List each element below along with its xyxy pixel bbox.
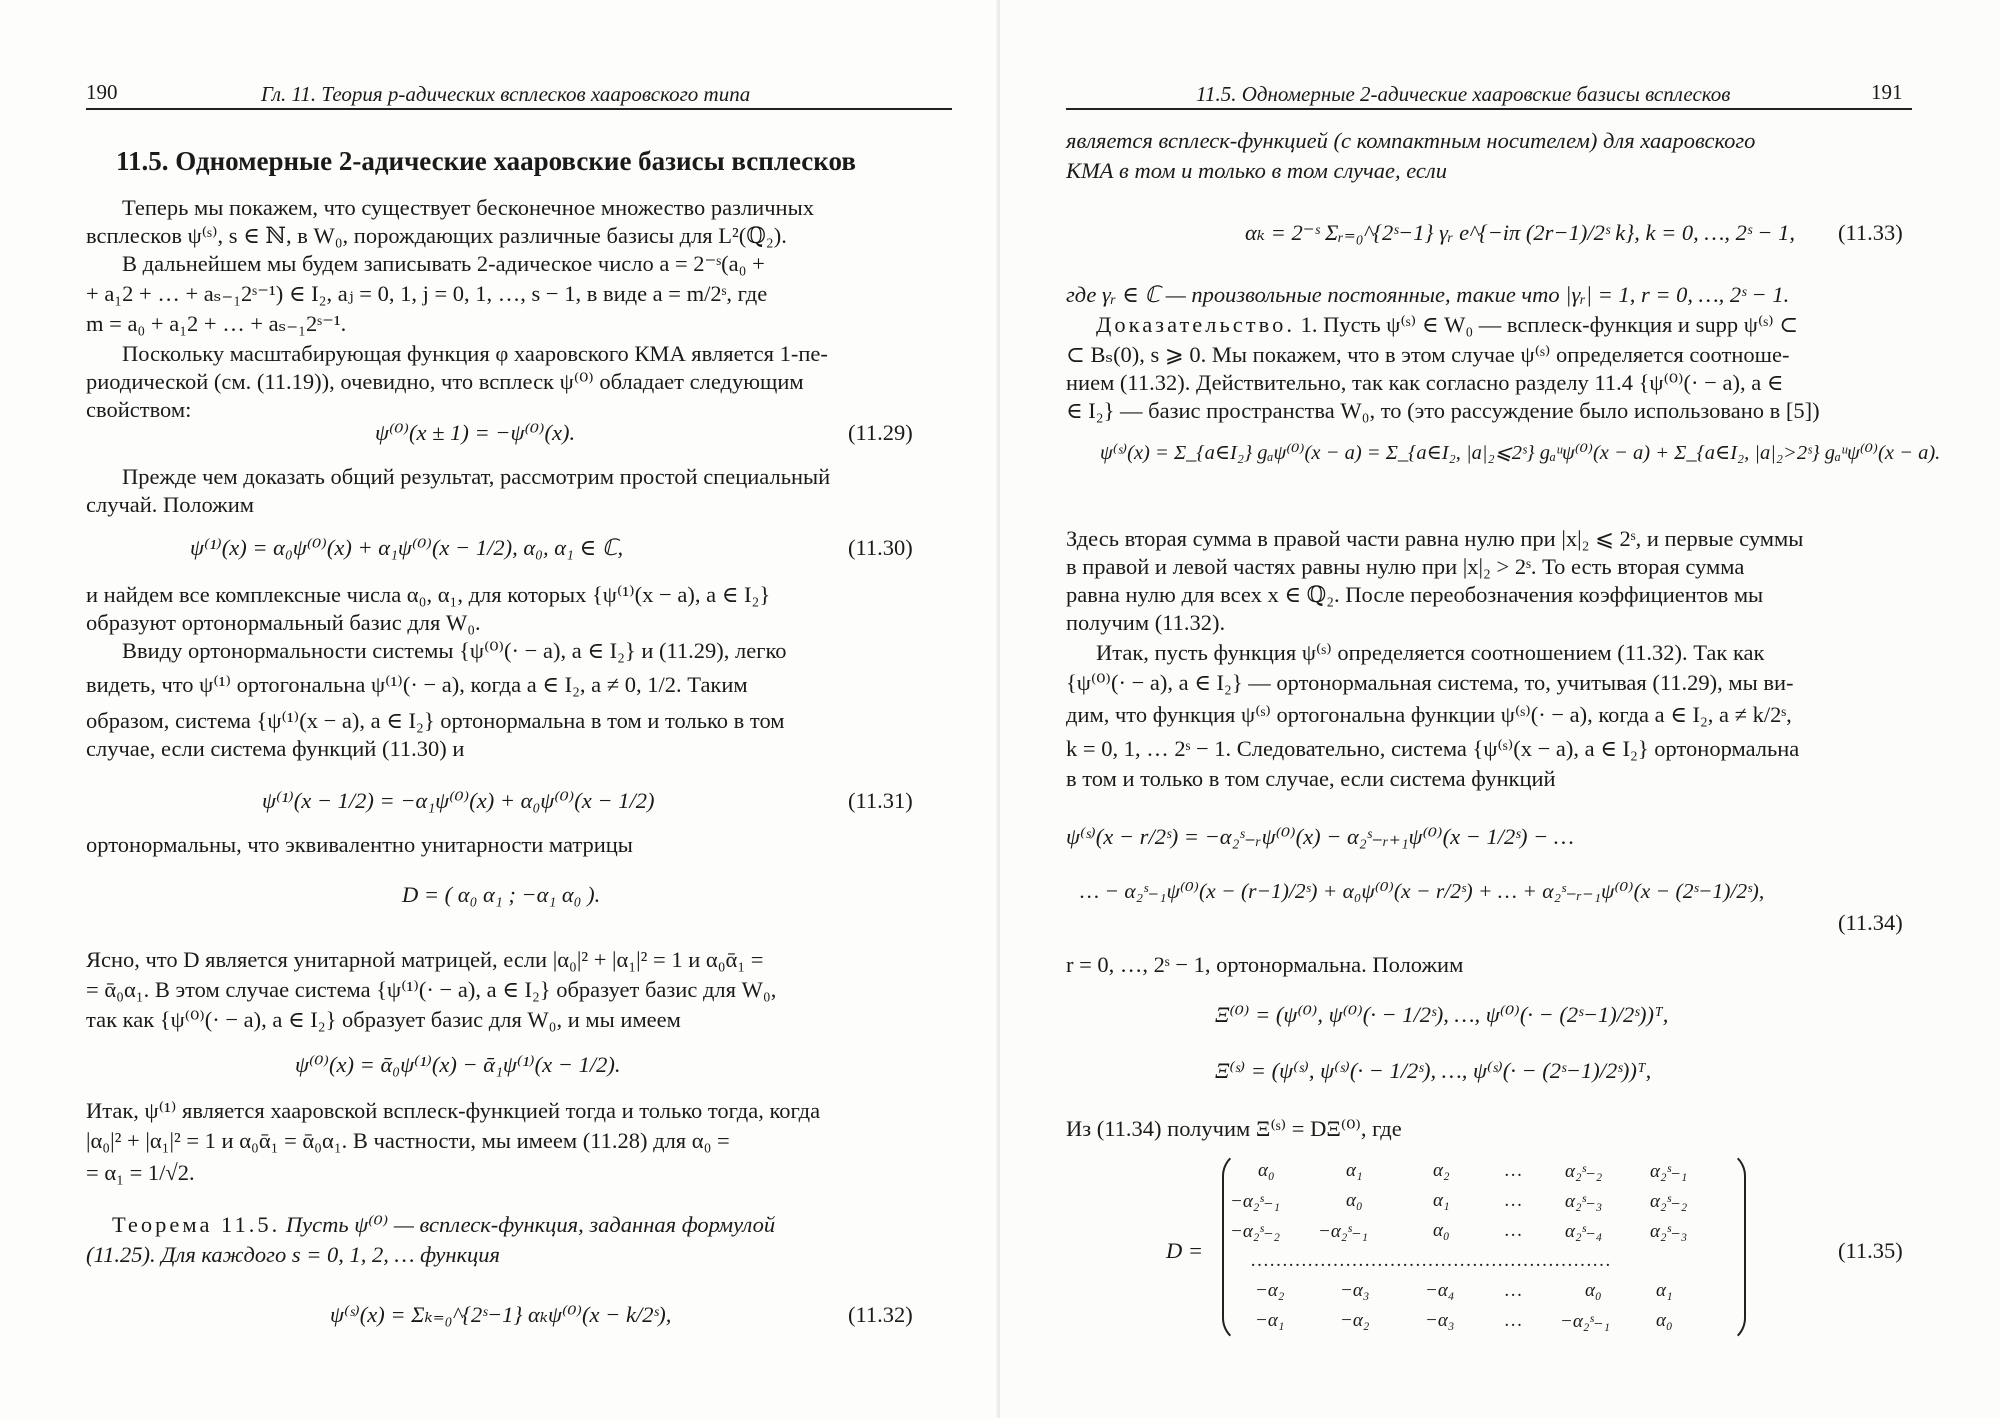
- text-line: получим (11.32).: [1066, 610, 1226, 635]
- matrix-cell: …: [1505, 1310, 1522, 1331]
- matrix-cell: …: [1505, 1160, 1522, 1181]
- matrix-D-label: D =: [1166, 1238, 1204, 1263]
- eq-number: (11.33): [1838, 220, 1903, 245]
- matrix-cell: α₀: [1258, 1160, 1275, 1181]
- matrix-cell: α₂ˢ₋₁: [1650, 1161, 1688, 1182]
- text-line: и найдем все комплексные числа α₀, α₁, для которых {ψ⁽¹⁾(x − a), a ∈ I₂}: [86, 582, 771, 607]
- text-line: Итак, пусть функция ψ⁽ˢ⁾ определяется соотношением (11.32). Так как: [1096, 640, 1765, 665]
- matrix-cell: α₀: [1656, 1310, 1673, 1331]
- text-line: r = 0, …, 2ˢ − 1, ортонормальна. Положим: [1066, 952, 1464, 977]
- matrix-dots-row: …………………………………………………: [1250, 1250, 1611, 1271]
- matrix-cell: −α₃: [1425, 1310, 1455, 1331]
- text-line: случае, если система функций (11.30) и: [86, 736, 465, 761]
- text-line: Теперь мы покажем, что существует бесконечное множество различных: [122, 195, 814, 220]
- matrix-cell: α₀: [1346, 1190, 1363, 1211]
- text-line: Поскольку масштабирующая функция φ хааровского КМА является 1-пе-: [122, 341, 828, 366]
- text-line: + a₁2 + … + aₛ₋₁2ˢ⁻¹) ∈ I₂, aⱼ = 0, 1, j = 0, 1, …, s − 1, в виде a = m/2ˢ, где: [86, 281, 768, 306]
- equation-matrix-D: D = ( α₀ α₁ ; −α₁ α₀ ).: [402, 882, 601, 907]
- equation-xi0: Ξ⁽⁰⁾ = (ψ⁽⁰⁾, ψ⁽⁰⁾(· − 1/2ˢ), …, ψ⁽⁰⁾(· − (2ˢ−1)/2ˢ))ᵀ,: [1215, 1002, 1669, 1027]
- left-header: [86, 78, 952, 110]
- text-line: m = a₀ + a₁2 + … + aₛ₋₁2ˢ⁻¹.: [86, 311, 347, 336]
- text-line: Прежде чем доказать общий результат, рассмотрим простой специальный: [122, 464, 831, 489]
- text-line: где γᵣ ∈ ℂ — произвольные постоянные, такие что |γᵣ| = 1, r = 0, …, 2ˢ − 1.: [1066, 282, 1790, 307]
- proof-line: [1096, 310, 1798, 340]
- proof-label: Доказательство.: [1096, 312, 1295, 337]
- text-line: = α₁ = 1/√2.: [86, 1160, 195, 1185]
- text-line: ⊂ Bₛ(0), s ⩾ 0. Мы покажем, что в этом случае ψ⁽ˢ⁾ определяется соотноше-: [1066, 342, 1790, 367]
- eq-number: (11.29): [848, 420, 913, 445]
- matrix-cell: α₂ˢ₋₃: [1650, 1221, 1688, 1242]
- text-line: риодической (см. (11.19)), очевидно, что всплеск ψ⁽⁰⁾ обладает следующим: [86, 369, 804, 394]
- equation-xis: Ξ⁽ˢ⁾ = (ψ⁽ˢ⁾, ψ⁽ˢ⁾(· − 1/2ˢ), …, ψ⁽ˢ⁾(· − (2ˢ−1)/2ˢ))ᵀ,: [1215, 1058, 1652, 1083]
- equation-11-34-line1: ψ⁽ˢ⁾(x − r/2ˢ) = −α₂ˢ₋ᵣψ⁽⁰⁾(x) − α₂ˢ₋ᵣ₊₁ψ⁽⁰⁾(x − 1/2ˢ) − …: [1066, 824, 1574, 849]
- text-line: = ᾱ₀α₁. В этом случае система {ψ⁽¹⁾(· − a), a ∈ I₂} образует базис для W₀,: [86, 977, 777, 1002]
- matrix-cell: −α₂ˢ₋₂: [1230, 1221, 1281, 1242]
- matrix-cell: α₂ˢ₋₂: [1650, 1191, 1688, 1212]
- text-line: всплесков ψ⁽ˢ⁾, s ∈ ℕ, в W₀, порождающих различные базисы для L²(ℚ₂).: [86, 223, 787, 248]
- proof-text: 1. Пусть ψ⁽ˢ⁾ ∈ W₀ — всплеск-функция и supp ψ⁽ˢ⁾ ⊂: [1300, 312, 1799, 337]
- text-line: Итак, ψ⁽¹⁾ является хааровской всплеск-функцией тогда и только тогда, когда: [86, 1098, 821, 1123]
- left-running-head: Гл. 11. Теория p-адических всплесков хааровского типа: [261, 82, 751, 106]
- text-line: в правой и левой частях равны нулю при |x|₂ > 2ˢ. То есть вторая сумма: [1066, 554, 1745, 579]
- text-line: нием (11.32). Действительно, так как согласно разделу 11.4 {ψ⁽⁰⁾(· − a), a ∈: [1066, 370, 1784, 395]
- right-page: [1000, 0, 2000, 1418]
- equation-11-30: ψ⁽¹⁾(x) = α₀ψ⁽⁰⁾(x) + α₁ψ⁽⁰⁾(x − 1/2), α₀, α₁ ∈ ℂ,: [190, 535, 624, 560]
- text-line: ∈ I₂} — базис пространства W₀, то (это рассуждение было использовано в [5]): [1066, 398, 1820, 423]
- text-line: В дальнейшем мы будем записывать 2-адическое число a = 2⁻ˢ(a₀ +: [122, 251, 765, 276]
- matrix-cell: α₂ˢ₋₂: [1565, 1161, 1603, 1182]
- theorem-line: [112, 1210, 775, 1240]
- matrix-cell: −α₂ˢ₋₁: [1318, 1221, 1369, 1242]
- text-line: k = 0, 1, … 2ˢ − 1. Следовательно, система {ψ⁽ˢ⁾(x − a), a ∈ I₂} ортонормальна: [1066, 736, 1800, 761]
- eq-number: (11.32): [848, 1302, 913, 1327]
- equation-11-33: αₖ = 2⁻ˢ Σᵣ₌₀^{2ˢ−1} γᵣ e^{−iπ (2r−1)/2ˢ k}, k = 0, …, 2ˢ − 1,: [1245, 220, 1795, 245]
- text-line: свойством:: [86, 397, 192, 422]
- matrix-cell: −α₃: [1340, 1280, 1370, 1301]
- eq-number: (11.35): [1838, 1238, 1903, 1263]
- text-line: {ψ⁽⁰⁾(· − a), a ∈ I₂} — ортонормальная система, то, учитывая (11.29), мы ви-: [1066, 670, 1794, 695]
- right-running-head: 11.5. Одномерные 2-адические хааровские базисы всплесков: [1196, 82, 1731, 106]
- text-line: (11.25). Для каждого s = 0, 1, 2, … функция: [86, 1242, 501, 1267]
- equation-11-32: ψ⁽ˢ⁾(x) = Σₖ₌₀^{2ˢ−1} αₖψ⁽⁰⁾(x − k/2ˢ),: [330, 1302, 672, 1327]
- text-line: КМА в том и только в том случае, если: [1066, 158, 1447, 183]
- matrix-cell: α₁: [1656, 1280, 1673, 1301]
- equation-11-29: ψ⁽⁰⁾(x ± 1) = −ψ⁽⁰⁾(x).: [375, 420, 576, 445]
- matrix-cell: −α₄: [1425, 1280, 1455, 1301]
- matrix-cell: α₁: [1346, 1160, 1363, 1181]
- matrix-cell: α₂ˢ₋₄: [1565, 1221, 1603, 1242]
- matrix-cell: α₀: [1433, 1220, 1450, 1241]
- text-line: так как {ψ⁽⁰⁾(· − a), a ∈ I₂} образует базис для W₀, и мы имеем: [86, 1007, 681, 1032]
- text-line: образом, система {ψ⁽¹⁾(x − a), a ∈ I₂} ортонормальна в том и только в том: [86, 708, 785, 733]
- text-line: равна нулю для всех x ∈ ℚ₂. После переобозначения коэффициентов мы: [1066, 582, 1764, 607]
- equation-11-31: ψ⁽¹⁾(x − 1/2) = −α₁ψ⁽⁰⁾(x) + α₀ψ⁽⁰⁾(x − 1/2): [262, 788, 655, 813]
- matrix-cell: −α₁: [1255, 1310, 1285, 1331]
- eq-number: (11.34): [1838, 910, 1903, 935]
- matrix-cell: α₁: [1433, 1190, 1450, 1211]
- text-line: является всплеск-функцией (с компактным носителем) для хааровского: [1066, 128, 1756, 153]
- theorem-text: Пусть ψ⁽⁰⁾ — всплеск-функция, заданная формулой: [285, 1212, 776, 1237]
- matrix-cell: …: [1505, 1190, 1522, 1211]
- equation-psi0: ψ⁽⁰⁾(x) = ᾱ₀ψ⁽¹⁾(x) − ᾱ₁ψ⁽¹⁾(x − 1/2).: [295, 1052, 621, 1077]
- text-line: Ввиду ортонормальности системы {ψ⁽⁰⁾(· − a), a ∈ I₂} и (11.29), легко: [122, 638, 787, 663]
- section-title: 11.5. Одномерные 2-адические хааровские базисы всплесков: [116, 146, 856, 176]
- text-line: в том и только в том случае, если система функций: [1066, 766, 1556, 791]
- theorem-label: Теорема 11.5.: [112, 1212, 281, 1237]
- eq-number: (11.31): [848, 788, 913, 813]
- equation-sum-expansion: ψ⁽ˢ⁾(x) = Σ_{a∈I₂} gₐψ⁽⁰⁾(x − a) = Σ_{a∈I₂, |a|₂⩽2ˢ} gₐᵘψ⁽⁰⁾(x − a) + Σ_{a∈I₂, |a|₂>2ˢ} gₐᵘψ⁽⁰⁾(x − a).: [1100, 442, 1941, 464]
- text-line: дим, что функция ψ⁽ˢ⁾ ортогональна функции ψ⁽ˢ⁾(· − a), когда a ∈ I₂, a ≠ k/2ˢ,: [1066, 702, 1792, 727]
- matrix-cell: α₂: [1433, 1160, 1450, 1181]
- text-line: случай. Положим: [86, 492, 255, 517]
- text-line: Ясно, что D является унитарной матрицей, если |α₀|² + |α₁|² = 1 и α₀ᾱ₁ =: [86, 947, 764, 972]
- text-line: Здесь вторая сумма в правой части равна нулю при |x|₂ ⩽ 2ˢ, и первые суммы: [1066, 526, 1804, 551]
- matrix-cell: …: [1505, 1220, 1522, 1241]
- matrix-cell: α₂ˢ₋₃: [1565, 1191, 1603, 1212]
- equation-11-34-line2: … − α₂ˢ₋₁ψ⁽⁰⁾(x − (r−1)/2ˢ) + α₀ψ⁽⁰⁾(x − r/2ˢ) + … + α₂ˢ₋ᵣ₋₁ψ⁽⁰⁾(x − (2ˢ−1)/2ˢ),: [1080, 879, 1765, 903]
- text-line: видеть, что ψ⁽¹⁾ ортогональна ψ⁽¹⁾(· − a), когда a ∈ I₂, a ≠ 0, 1/2. Таким: [86, 672, 748, 697]
- matrix-cell: …: [1505, 1280, 1522, 1301]
- eq-number: (11.30): [848, 535, 913, 560]
- text-line: образуют ортонормальный базис для W₀.: [86, 610, 481, 635]
- text-line: |α₀|² + |α₁|² = 1 и α₀ᾱ₁ = ᾱ₀α₁. В частности, мы имеем (11.28) для α₀ =: [86, 1128, 730, 1153]
- matrix-cell: α₀: [1585, 1280, 1602, 1301]
- right-header: [1066, 78, 1912, 110]
- matrix-cell: −α₂ˢ₋₁: [1230, 1191, 1281, 1212]
- right-page-number: 191: [1871, 80, 1903, 104]
- matrix-cell: −α₂ˢ₋₁: [1560, 1311, 1611, 1332]
- matrix-cell: −α₂: [1255, 1280, 1285, 1301]
- text-line: Из (11.34) получим Ξ⁽ˢ⁾ = DΞ⁽⁰⁾, где: [1066, 1116, 1402, 1141]
- text-line: ортонормальны, что эквивалентно унитарности матрицы: [86, 832, 633, 857]
- matrix-cell: −α₂: [1340, 1310, 1370, 1331]
- left-page-number: 190: [86, 80, 118, 104]
